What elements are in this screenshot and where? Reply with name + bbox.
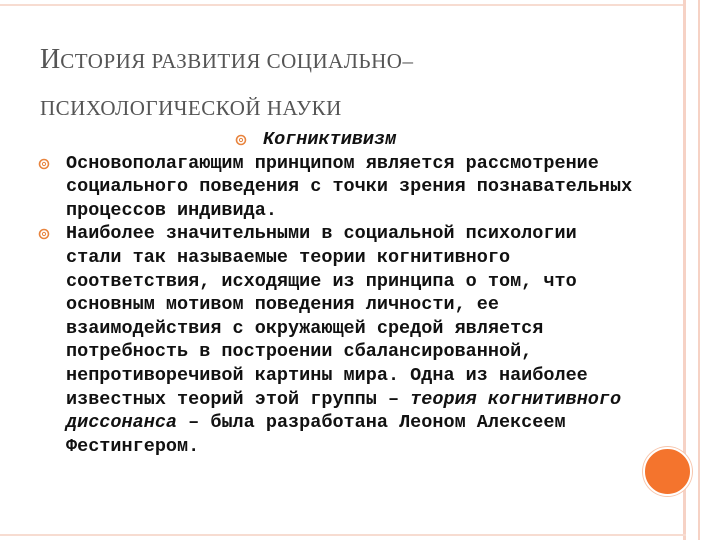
bullet-item-1 [38,152,638,223]
bullet-ring-icon [38,158,50,170]
bullet-text-2: Наиболее значительными в социальной психологии стали так называемые теории когнитивного соответствия, исходящие из принципа о том, что основным мотивом поведения личности, ее взаимодействия с окружающей средой является потребность в построении сбалансированной, непротиворечивой картины мира. Одна из наиболее известных теорий этой группы – [66,223,588,410]
bullet-text-2-tail: – была разработана Леоном Алексеем Фестингером. [66,412,566,457]
frame-bottom-line [0,534,686,536]
slide-title [40,38,640,133]
bullet-text-1: Основополагающим принципом является рассмотрение социального поведения с точки зрения познавательных процессов индивида. [66,152,633,221]
sub-heading-text: Когниктивизм [263,129,397,150]
bullet-item-2 [38,222,638,458]
bullet-text-2-italic: теория когнитивного диссонанса [66,388,622,434]
frame-top-line [0,4,686,6]
bullet-ring-icon [235,134,247,146]
sub-heading [235,128,638,152]
title-line2: ПСИХОЛОГИЧЕСКОЙ НАУКИ [40,96,342,120]
title-initial: И [40,44,61,75]
decorative-circle [643,447,692,496]
frame-right-outer-line [698,0,700,540]
bullet-ring-icon [38,228,50,240]
title-line1: СТОРИЯ РАЗВИТИЯ СОЦИАЛЬНО [60,49,403,73]
slide-content [38,128,638,458]
title-dash: – [402,49,414,73]
